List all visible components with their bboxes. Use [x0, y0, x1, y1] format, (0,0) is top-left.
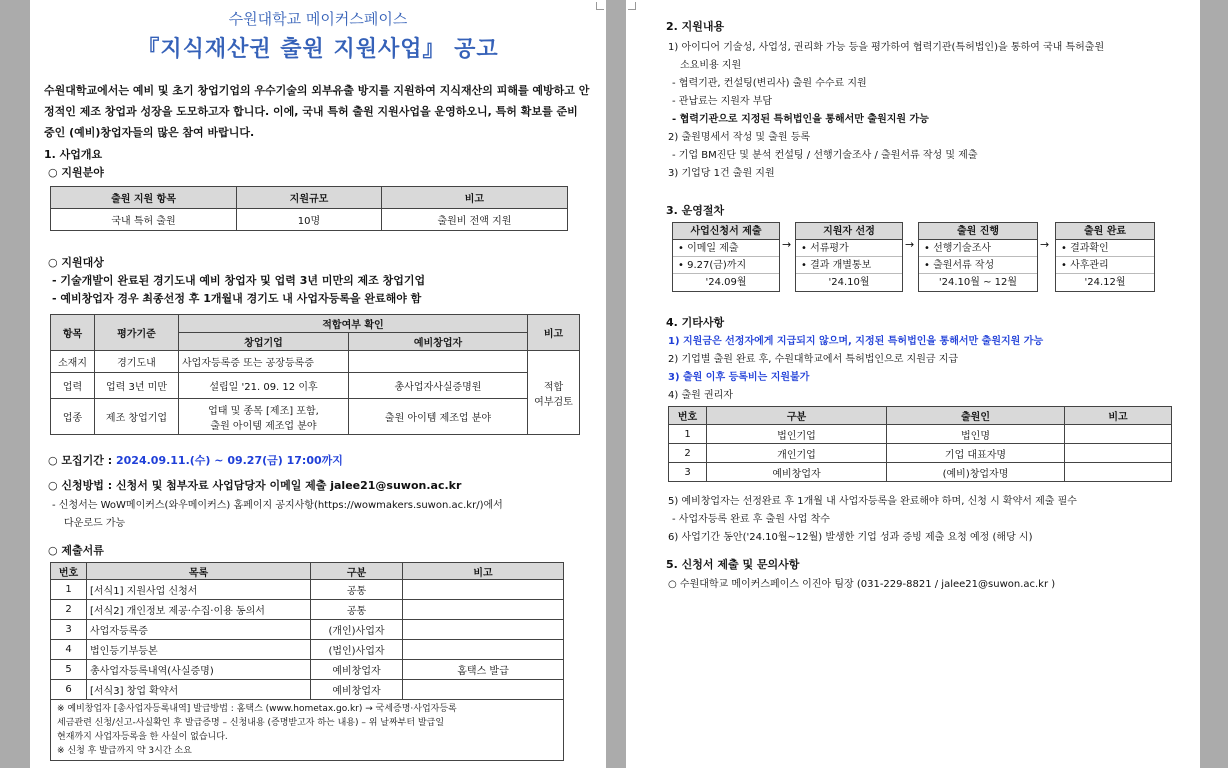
table-cell: 5: [51, 660, 87, 680]
table-cell: [서식3] 창업 확약서: [87, 680, 311, 700]
table-header: 구분: [311, 563, 403, 580]
table-cell: 예비창업자: [707, 463, 887, 482]
support-field-heading: ○ 지원분야: [48, 166, 104, 179]
table-header: 번호: [669, 407, 707, 425]
arrow-right-icon: →: [782, 238, 792, 251]
footnote-line: ※ 예비창업자 [총사업자등록내역] 발급방법 : 홈택스 (www.hometax.go.kr) → 국세증명·사업자등록: [57, 704, 457, 714]
flow-step-line: • 9.27(금)까지: [673, 257, 779, 274]
section-2-line: - 기업 BM진단 및 분석 컨설팅 / 선행기술조사 / 출원서류 작성 및 제출: [672, 150, 978, 161]
flow-step-date: '24.09월: [705, 277, 747, 288]
section-2-line: 1) 아이디어 기술성, 사업성, 권리화 가능 등을 평가하여 협력기관(특허법인)을 통하여 국내 특허출원: [668, 42, 1105, 53]
recruit-period: [48, 452, 343, 468]
section-5-heading: 5. 신청서 제출 및 문의사항: [666, 558, 800, 571]
eligibility-table: [50, 314, 580, 435]
section-2-line: 2) 출원명세서 작성 및 출원 등록: [668, 132, 811, 143]
table-header: 구분: [707, 407, 887, 425]
table-header: 비고: [381, 187, 567, 209]
footnote-line: 현재까지 사업자등록을 한 사실이 없습니다.: [57, 732, 228, 742]
section-4-line: 5) 예비창업자는 선정완료 후 1개월 내 사업자등록을 완료해야 하며, 신청 시 확약서 제출 필수: [668, 496, 1077, 507]
section-4-heading: 4. 기타사항: [666, 316, 725, 329]
table-cell: 4: [51, 640, 87, 660]
table-header: 출원 지원 항목: [51, 187, 237, 209]
section-4-line: - 사업자등록 완료 후 출원 사업 착수: [672, 514, 830, 525]
docs-table: [50, 562, 564, 761]
flow-step-title: 출원 완료: [1056, 223, 1154, 240]
apply-method: ○ 신청방법 : 신청서 및 첨부자료 사업담당자 이메일 제출 jalee21@suwon.ac.kr: [48, 479, 462, 492]
flow-step-line: • 결과확인: [1056, 240, 1154, 257]
document-page-right: [626, 0, 1200, 768]
table-header: 비고: [403, 563, 564, 580]
table-row: [669, 425, 1172, 444]
table-cell: 소재지: [51, 351, 95, 373]
table-cell: 2: [669, 444, 707, 463]
table-row: [51, 399, 580, 435]
flow-step-line: • 이메일 제출: [673, 240, 779, 257]
table-row: [51, 580, 564, 600]
table-cell: 개인기업: [707, 444, 887, 463]
table-header: 출원인: [887, 407, 1065, 425]
note-text: 적합: [543, 381, 564, 393]
period-value: 2024.09.11.(수) ~ 09.27(금) 17:00까지: [116, 454, 343, 467]
table-row: [51, 600, 564, 620]
table-row: [51, 620, 564, 640]
arrow-right-icon: →: [1040, 238, 1050, 251]
flow-step-line: • 결과 개별통보: [796, 257, 902, 274]
flow-step: [1055, 222, 1155, 292]
table-cell: 6: [51, 680, 87, 700]
table-cell: [403, 680, 564, 700]
table-header: 적합여부 확인: [179, 315, 528, 333]
note-text: 여부검토: [534, 396, 573, 408]
table-cell: 3: [669, 463, 707, 482]
org-title: 수원대학교 메이커스페이스: [228, 10, 408, 28]
contact-line: ○ 수원대학교 메이커스페이스 이진아 팀장 (031-229-8821 / jalee21@suwon.ac.kr ): [668, 579, 1056, 590]
flow-step-line: • 사후관리: [1056, 257, 1154, 274]
table-header: 비고: [528, 315, 580, 351]
section-2-line: - 협력기관으로 지정된 특허법인을 통해서만 출원지원 가능: [672, 114, 929, 125]
table-row: [51, 351, 580, 373]
table-cell: [서식1] 지원사업 신청서: [87, 580, 311, 600]
table-cell: 업력 3년 미만: [95, 373, 179, 399]
table-row: [51, 640, 564, 660]
note-cell: [528, 351, 580, 435]
target-line: - 예비창업자 경우 최종선정 후 1개월내 경기도 내 사업자등록을 완료해야 함: [52, 292, 422, 305]
table-header: 목록: [87, 563, 311, 580]
table-cell: 사업자등록증 또는 공장등록증: [179, 351, 349, 373]
flow-step-date: '24.12월: [1084, 277, 1126, 288]
apply-method-sub: 다운로드 가능: [64, 518, 126, 529]
table-cell: [1065, 463, 1172, 482]
table-header: 예비창업자: [349, 333, 528, 351]
docs-heading: ○ 제출서류: [48, 544, 104, 557]
cell-line: 업태 및 종목 [제조] 포함,: [208, 405, 319, 417]
table-cell: 법인기업: [707, 425, 887, 444]
table-cell: [1065, 425, 1172, 444]
table-cell: (개인)사업자: [311, 620, 403, 640]
table-row: [669, 463, 1172, 482]
table-cell: 국내 특허 출원: [51, 209, 237, 231]
table-header: 창업기업: [179, 333, 349, 351]
table-cell: 홈택스 발급: [403, 660, 564, 680]
footnote-line: ※ 신청 후 발급까지 약 3시간 소요: [57, 746, 192, 756]
section-4-line: 4) 출원 권리자: [668, 390, 733, 401]
table-cell: 출원 아이템 제조업 분야: [349, 399, 528, 435]
footnote-line: 세금관련 신청/신고-사실확인 후 발급증명 – 신청내용 (증명받고자 하는 내용) – 위 날짜부터 발급일: [57, 718, 445, 728]
flow-step-title: 사업신청서 제출: [673, 223, 779, 240]
table-cell: 업종: [51, 399, 95, 435]
target-heading: ○ 지원대상: [48, 256, 104, 269]
table-cell: 1: [51, 580, 87, 600]
table-cell: [서식2] 개인정보 제공·수집·이용 동의서: [87, 600, 311, 620]
table-cell: 경기도내: [95, 351, 179, 373]
table-row: [51, 680, 564, 700]
table-cell: 법인등기부등본: [87, 640, 311, 660]
table-cell: 법인명: [887, 425, 1065, 444]
table-cell: [403, 620, 564, 640]
section-2-heading: 2. 지원내용: [666, 20, 725, 33]
table-row: [669, 444, 1172, 463]
table-header: 평가기준: [95, 315, 179, 351]
section-4-line: 2) 기업별 출원 완료 후, 수원대학교에서 특허법인으로 지원금 지급: [668, 354, 959, 365]
table-cell: 예비창업자: [311, 660, 403, 680]
table-cell: 10명: [237, 209, 382, 231]
flow-step-date: '24.10월: [828, 277, 870, 288]
table-row: [51, 373, 580, 399]
table-cell: 기업 대표자명: [887, 444, 1065, 463]
rights-table: [668, 406, 1172, 482]
flow-step-line: • 선행기술조사: [919, 240, 1037, 257]
flow-step-title: 지원자 선정: [796, 223, 902, 240]
table-cell: 3: [51, 620, 87, 640]
cell-line: 출원 아이템 제조업 분야: [210, 420, 317, 432]
table-cell: [1065, 444, 1172, 463]
arrow-right-icon: →: [905, 238, 915, 251]
table-cell: [349, 351, 528, 373]
table-cell: (예비)창업자명: [887, 463, 1065, 482]
section-2-line: - 협력기관, 컨설팅(변리사) 출원 수수료 지원: [672, 78, 867, 89]
flow-step: [795, 222, 903, 292]
section-4-line: 6) 사업기간 동안('24.10월~12월) 발생한 기업 성과 증빙 제출 요청 예정 (해당 시): [668, 532, 1033, 543]
table-cell: 총사업자등록내역(사실증명): [87, 660, 311, 680]
table-row: [51, 209, 568, 231]
table-footnote-row: [51, 700, 564, 761]
table-cell: 예비창업자: [311, 680, 403, 700]
table-header: 항목: [51, 315, 95, 351]
table-cell: 2: [51, 600, 87, 620]
apply-method-sub: - 신청서는 WoW메이커스(와우메이커스) 홈페이지 공지사항(https://wowmakers.suwon.ac.kr/)에서: [52, 500, 503, 511]
section-2-line: 소요비용 지원: [680, 60, 742, 71]
section-4-line: 3) 출원 이후 등록비는 지원불가: [668, 372, 810, 383]
table-cell: 총사업자사실증명원: [349, 373, 528, 399]
flow-step-date: '24.10월 ~ 12월: [938, 277, 1018, 288]
document-page-left: [30, 0, 606, 768]
table-row: [51, 660, 564, 680]
target-line: - 기술개발이 완료된 경기도내 예비 창업자 및 업력 3년 미만의 제조 창업기업: [52, 274, 426, 287]
table-cell: 사업자등록증: [87, 620, 311, 640]
table-header: 번호: [51, 563, 87, 580]
table-cell: [403, 640, 564, 660]
table-cell: (법인)사업자: [311, 640, 403, 660]
section-4-line: 1) 지원금은 선정자에게 지급되지 않으며, 지정된 특허법인을 통해서만 출원지원 가능: [668, 336, 1044, 347]
intro-paragraph: 수원대학교에서는 예비 및 초기 창업기업의 우수기술의 외부유출 방지를 지원하여 지식재산의 피해를 예방하고 안정적인 제조 창업과 성장을 도모하고자 합니다. 이에, 국내 특허 출원 지원사업을 운영하오니, 특허 확보를 준비 중인 (예비)창업자들의 많은 참여 바랍니다.: [44, 84, 590, 139]
table-cell: 출원비 전액 지원: [381, 209, 567, 231]
period-label: ○ 모집기간 :: [48, 454, 116, 467]
table-cell: 1: [669, 425, 707, 444]
notice-title: 『지식재산권 출원 지원사업』 공고: [137, 37, 499, 62]
table-header: 비고: [1065, 407, 1172, 425]
table-cell: [403, 600, 564, 620]
page-corner-mark: [628, 2, 636, 10]
section-3-heading: 3. 운영절차: [666, 204, 725, 217]
table-cell: [179, 399, 349, 435]
table-cell: 설립일 '21. 09. 12 이후: [179, 373, 349, 399]
flow-step-title: 출원 진행: [919, 223, 1037, 240]
section-1-heading: 1. 사업개요: [44, 148, 103, 161]
section-2-line: - 관납료는 지원자 부담: [672, 96, 773, 107]
table-cell: 공통: [311, 580, 403, 600]
table-cell: 업력: [51, 373, 95, 399]
flow-step-line: • 출원서류 작성: [919, 257, 1037, 274]
flow-step: [918, 222, 1038, 292]
flow-step: [672, 222, 780, 292]
section-2-line: 3) 기업당 1건 출원 지원: [668, 168, 775, 179]
flow-step-line: • 서류평가: [796, 240, 902, 257]
table-cell: 제조 창업기업: [95, 399, 179, 435]
table-header: 지원규모: [237, 187, 382, 209]
table-cell: 공통: [311, 600, 403, 620]
support-table: [50, 186, 568, 231]
table-cell: [403, 580, 564, 600]
